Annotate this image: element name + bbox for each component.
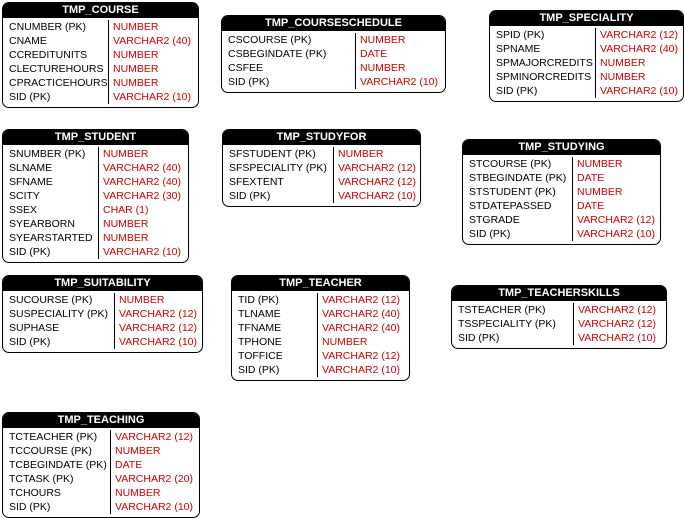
column-type: NUMBER — [119, 294, 165, 306]
column-name: CCREDITUNITS — [9, 49, 88, 61]
column-type: NUMBER — [115, 445, 161, 457]
column-name: STDATEPASSED — [469, 200, 552, 212]
column-name: SUCOURSE (PK) — [9, 294, 93, 306]
table-title: TMP_SUITABILITY — [3, 276, 202, 291]
column-type: NUMBER — [103, 232, 149, 244]
column-name: SSEX — [9, 204, 38, 216]
column-type: VARCHAR2 (10) — [103, 246, 181, 258]
column-type: DATE — [115, 459, 143, 471]
column-types — [334, 147, 420, 203]
column-names — [3, 20, 109, 104]
table-columns — [3, 428, 199, 517]
column-type: DATE — [577, 200, 605, 212]
column-types — [99, 147, 185, 259]
column-names — [463, 157, 573, 241]
column-type: NUMBER — [103, 148, 149, 160]
column-name: SFEXTENT — [229, 176, 284, 188]
column-type: VARCHAR2 (10) — [578, 332, 656, 344]
column-type: VARCHAR2 (10) — [119, 336, 197, 348]
column-name: SPID (PK) — [496, 29, 545, 41]
column-name: SID (PK) — [496, 85, 538, 97]
column-type: VARCHAR2 (40) — [600, 43, 678, 55]
column-name: SYEARSTARTED — [9, 232, 93, 244]
column-name: SID (PK) — [228, 76, 270, 88]
column-name: SFNAME — [9, 176, 53, 188]
column-types — [109, 20, 195, 104]
column-name: SID (PK) — [9, 501, 51, 513]
column-names — [3, 147, 99, 259]
column-type: VARCHAR2 (40) — [322, 308, 400, 320]
table-columns — [452, 301, 666, 348]
column-types — [596, 28, 682, 98]
column-type: NUMBER — [322, 336, 368, 348]
column-type: CHAR (1) — [103, 204, 149, 216]
column-types — [318, 293, 404, 377]
table-tmp-courseschedule[interactable] — [221, 15, 446, 93]
column-name: SID (PK) — [238, 364, 280, 376]
column-type: VARCHAR2 (12) — [119, 308, 197, 320]
column-name: SID (PK) — [9, 246, 51, 258]
column-name: TCHOURS — [9, 487, 61, 499]
table-tmp-student[interactable] — [2, 129, 189, 263]
table-title: TMP_TEACHER — [232, 276, 409, 291]
table-columns — [232, 291, 409, 380]
column-name: SLNAME — [9, 162, 53, 174]
column-types — [115, 293, 201, 349]
column-name: SID (PK) — [9, 91, 51, 103]
column-name: SCITY — [9, 190, 40, 202]
column-type: VARCHAR2 (10) — [338, 190, 416, 202]
column-types — [356, 33, 442, 89]
column-type: VARCHAR2 (10) — [113, 91, 191, 103]
column-name: TPHONE — [238, 336, 282, 348]
table-tmp-speciality[interactable] — [489, 10, 684, 102]
column-name: TCTEACHER (PK) — [9, 431, 98, 443]
column-type: NUMBER — [577, 158, 623, 170]
column-name: STBEGINDATE (PK) — [469, 172, 567, 184]
column-name: SPNAME — [496, 43, 541, 55]
column-name: TSTEACHER (PK) — [458, 304, 546, 316]
column-name: SID (PK) — [458, 332, 500, 344]
column-type: VARCHAR2 (12) — [322, 294, 400, 306]
column-names — [490, 28, 596, 98]
column-types — [111, 430, 197, 514]
column-name: TSSPECIALITY (PK) — [458, 318, 556, 330]
column-type: VARCHAR2 (12) — [322, 350, 400, 362]
column-name: TCBEGINDATE (PK) — [9, 459, 107, 471]
column-type: VARCHAR2 (20) — [115, 473, 193, 485]
column-name: SFSTUDENT (PK) — [229, 148, 316, 160]
table-columns — [3, 18, 198, 107]
column-type: VARCHAR2 (12) — [578, 318, 656, 330]
column-types — [573, 157, 659, 241]
column-names — [222, 33, 356, 89]
column-type: DATE — [360, 48, 388, 60]
column-names — [452, 303, 574, 345]
column-type: NUMBER — [577, 186, 623, 198]
table-title: TMP_SPECIALITY — [490, 11, 683, 26]
table-title: TMP_STUDYING — [463, 140, 660, 155]
column-name: CSFEE — [228, 62, 264, 74]
column-type: VARCHAR2 (10) — [115, 501, 193, 513]
column-type: NUMBER — [113, 21, 159, 33]
column-name: SID (PK) — [9, 336, 51, 348]
column-type: NUMBER — [115, 487, 161, 499]
column-name: SUPHASE — [9, 322, 60, 334]
column-type: VARCHAR2 (30) — [103, 190, 181, 202]
column-name: CNAME — [9, 35, 47, 47]
table-tmp-teacherskills[interactable] — [451, 285, 667, 349]
column-name: CLECTUREHOURS — [9, 63, 104, 75]
column-name: SYEARBORN — [9, 218, 75, 230]
table-title: TMP_TEACHERSKILLS — [452, 286, 666, 301]
column-type: VARCHAR2 (10) — [577, 228, 655, 240]
table-tmp-studying[interactable] — [462, 139, 661, 245]
column-type: VARCHAR2 (10) — [322, 364, 400, 376]
column-type: VARCHAR2 (40) — [322, 322, 400, 334]
column-type: VARCHAR2 (10) — [360, 76, 438, 88]
table-tmp-studyfor[interactable] — [222, 129, 421, 207]
column-names — [3, 430, 111, 514]
table-tmp-suitability[interactable] — [2, 275, 203, 353]
column-name: SFSPECIALITY (PK) — [229, 162, 327, 174]
column-type: VARCHAR2 (12) — [338, 162, 416, 174]
column-name: SPMINORCREDITS — [496, 71, 592, 83]
column-name: TLNAME — [238, 308, 281, 320]
column-names — [223, 147, 334, 203]
column-name: SUSPECIALITY (PK) — [9, 308, 109, 320]
column-name: CPRACTICEHOURS — [9, 77, 108, 89]
column-type: NUMBER — [600, 57, 646, 69]
column-type: NUMBER — [360, 62, 406, 74]
column-name: CSCOURSE (PK) — [228, 34, 312, 46]
column-type: VARCHAR2 (40) — [103, 162, 181, 174]
column-type: VARCHAR2 (12) — [338, 176, 416, 188]
column-type: VARCHAR2 (40) — [103, 176, 181, 188]
column-name: CSBEGINDATE (PK) — [228, 48, 327, 60]
table-columns — [3, 291, 202, 352]
column-names — [232, 293, 318, 377]
column-type: DATE — [577, 172, 605, 184]
column-name: SNUMBER (PK) — [9, 148, 86, 160]
column-type: NUMBER — [338, 148, 384, 160]
column-type: VARCHAR2 (12) — [600, 29, 678, 41]
column-type: VARCHAR2 (10) — [600, 85, 678, 97]
column-name: STSTUDENT (PK) — [469, 186, 556, 198]
column-name: SPMAJORCREDITS — [496, 57, 593, 69]
column-type: VARCHAR2 (12) — [578, 304, 656, 316]
column-types — [574, 303, 660, 345]
column-names — [3, 293, 115, 349]
column-name: TCTASK (PK) — [9, 473, 74, 485]
table-columns — [223, 145, 420, 206]
table-columns — [490, 26, 683, 101]
column-type: VARCHAR2 (40) — [113, 35, 191, 47]
table-tmp-teaching[interactable] — [2, 412, 200, 518]
column-type: NUMBER — [360, 34, 406, 46]
column-name: CNUMBER (PK) — [9, 21, 87, 33]
table-tmp-course[interactable] — [2, 2, 199, 108]
table-title: TMP_TEACHING — [3, 413, 199, 428]
column-type: NUMBER — [600, 71, 646, 83]
column-name: STGRADE — [469, 214, 520, 226]
column-type: NUMBER — [113, 63, 159, 75]
column-name: TFNAME — [238, 322, 282, 334]
column-name: SID (PK) — [229, 190, 271, 202]
column-name: SID (PK) — [469, 228, 511, 240]
table-title: TMP_COURSESCHEDULE — [222, 16, 445, 31]
column-type: VARCHAR2 (12) — [119, 322, 197, 334]
table-title: TMP_STUDENT — [3, 130, 188, 145]
table-columns — [463, 155, 660, 244]
column-name: TCCOURSE (PK) — [9, 445, 92, 457]
column-type: NUMBER — [113, 77, 159, 89]
table-columns — [222, 31, 445, 92]
table-title: TMP_STUDYFOR — [223, 130, 420, 145]
column-type: NUMBER — [103, 218, 149, 230]
column-type: VARCHAR2 (12) — [577, 214, 655, 226]
table-columns — [3, 145, 188, 262]
column-name: TID (PK) — [238, 294, 279, 306]
column-name: TOFFICE — [238, 350, 283, 362]
table-title: TMP_COURSE — [3, 3, 198, 18]
column-type: NUMBER — [113, 49, 159, 61]
table-tmp-teacher[interactable] — [231, 275, 410, 381]
column-type: VARCHAR2 (12) — [115, 431, 193, 443]
column-name: STCOURSE (PK) — [469, 158, 552, 170]
